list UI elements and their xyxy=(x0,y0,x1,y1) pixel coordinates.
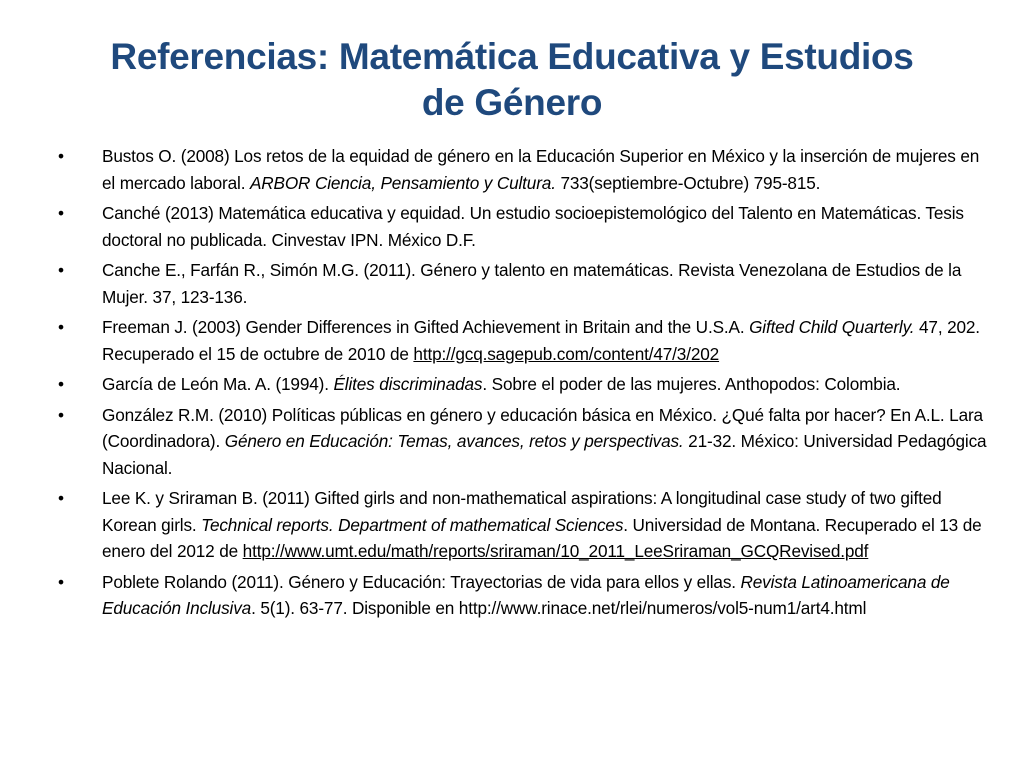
reference-text-cont: 47, 202. Recuperado el 15 de octubre de 2010 de xyxy=(102,317,980,364)
reference-item-lee xyxy=(58,485,993,565)
reference-text: Canché (2013) Matemática educativa y equidad. Un estudio socioepistemológico del Talento en Matemáticas. Tesis doctoral no publicada. Cinvestav IPN. México D.F. xyxy=(102,203,964,250)
reference-text-cont: . Universidad de Montana. Recuperado el 13 de enero del 2012 de xyxy=(102,514,982,561)
reference-text: González R.M. (2010) Políticas públicas en género y educación básica en México. ¿Qué falta por hacer? En A.L. Lara (Coordinadora). xyxy=(102,404,983,451)
title-line-1: Referencias: Matemática Educativa y Estudios xyxy=(110,36,914,77)
reference-source-italic: Gifted Child Quarterly. xyxy=(749,317,915,337)
reference-text: Bustos O. (2008) Los retos de la equidad de género en la Educación Superior en México y la inserción de mujeres en el mercado laboral. xyxy=(102,146,980,193)
reference-text-cont: 733(septiembre-Octubre) 795-815. xyxy=(555,172,821,193)
reference-list xyxy=(58,143,993,626)
reference-source-italic: Revista Latinoamericana de Educación Inclusiva xyxy=(102,571,950,618)
reference-text-cont: 21-32. México: Universidad Pedagógica Nacional. xyxy=(102,431,987,478)
slide-title xyxy=(60,34,964,126)
reference-text: García de León Ma. A. (1994). xyxy=(102,374,334,394)
reference-text-cont: . 5(1). 63-77. Disponible en http://www.rinace.net/rlei/numeros/vol5-num1/art4.html xyxy=(251,598,867,618)
bullet: • xyxy=(58,374,64,394)
reference-text: Lee K. y Sriraman B. (2011) Gifted girls and non-mathematical aspirations: A longitudinal case study of two gifted Korean girls. xyxy=(102,488,942,535)
reference-item-canche-2011 xyxy=(58,257,993,310)
reference-text: Poblete Rolando (2011). Género y Educación: Trayectorias de vida para ellos y ellas. xyxy=(102,571,741,592)
bullet: • xyxy=(58,317,64,337)
reference-source-italic: Élites discriminadas xyxy=(333,374,483,394)
reference-text: Canche E., Farfán R., Simón M.G. (2011). Género y talento en matemáticas. Revista Venezolana de Estudios de la Mujer. 37, 123-136. xyxy=(102,260,962,307)
reference-source-italic: Género en Educación: Temas, avances, retos y perspectivas. xyxy=(224,431,684,451)
reference-item-bustos xyxy=(58,143,993,196)
reference-item-canche-2013 xyxy=(58,200,993,253)
reference-item-poblete xyxy=(58,569,993,622)
bullet: • xyxy=(58,488,64,508)
bullet: • xyxy=(58,146,64,166)
bullet: • xyxy=(58,571,64,592)
reference-item-garcia xyxy=(58,371,993,398)
reference-item-gonzalez xyxy=(58,402,993,482)
reference-link[interactable]: http://www.umt.edu/math/reports/sriraman/10_2011_LeeSriraman_GCQRevised.pdf xyxy=(242,541,869,561)
reference-item-freeman xyxy=(58,314,993,367)
reference-text: Freeman J. (2003) Gender Differences in Gifted Achievement in Britain and the U.S.A. xyxy=(102,317,750,337)
reference-link[interactable]: http://gcq.sagepub.com/content/47/3/202 xyxy=(413,343,720,364)
reference-source-italic: Technical reports. Department of mathematical Sciences xyxy=(201,514,624,535)
title-line-2: de Género xyxy=(421,82,603,123)
bullet: • xyxy=(58,404,64,425)
bullet: • xyxy=(58,203,64,223)
reference-text-cont: . Sobre el poder de las mujeres. Anthopodos: Colombia. xyxy=(482,374,901,394)
reference-source-italic: ARBOR Ciencia, Pensamiento y Cultura. xyxy=(249,172,556,193)
bullet: • xyxy=(58,260,64,280)
